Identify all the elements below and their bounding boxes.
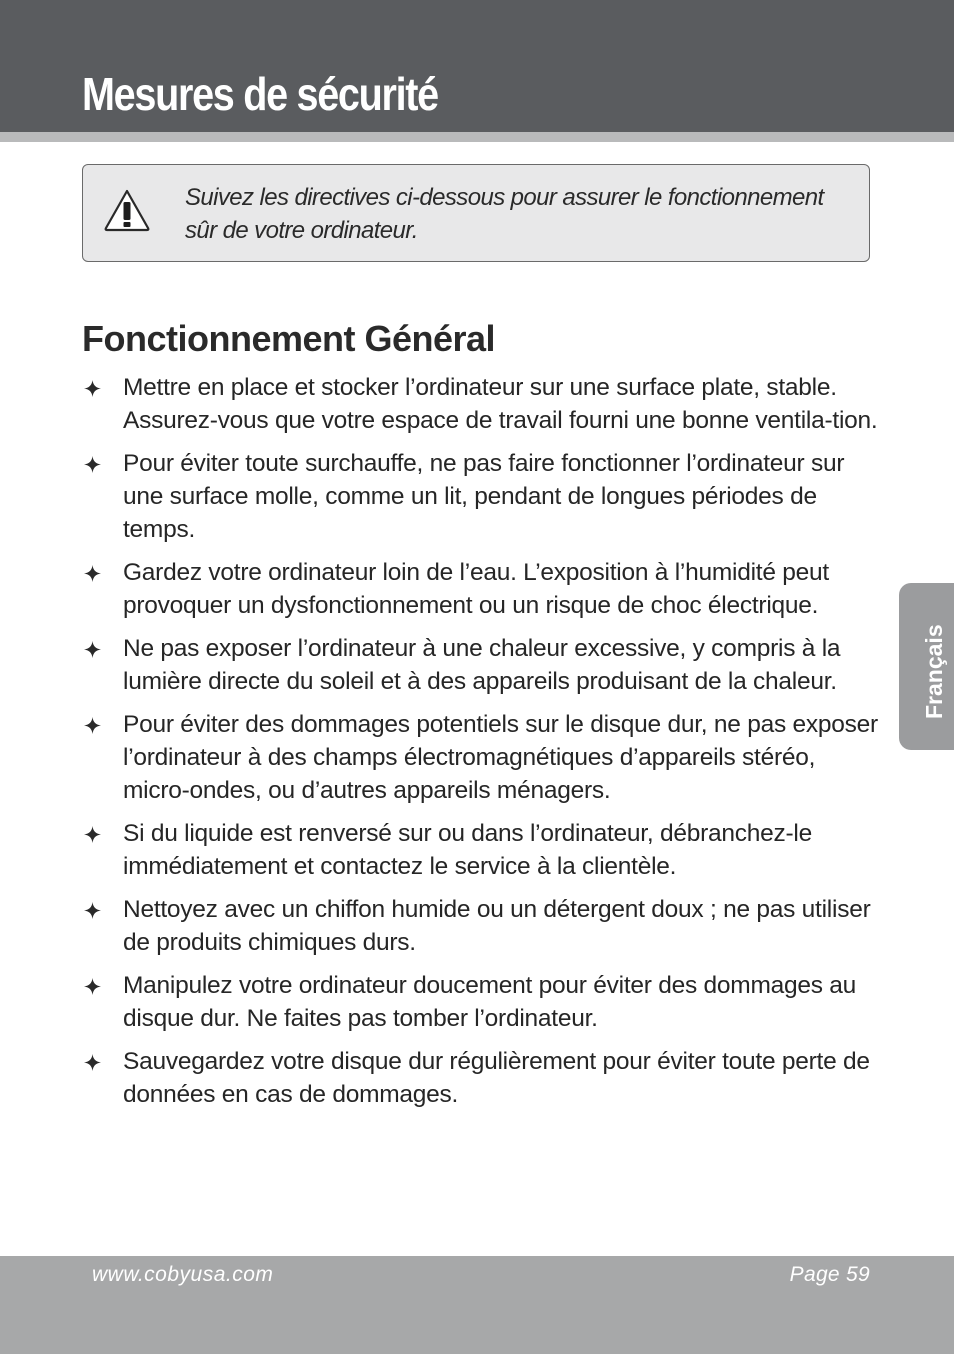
list-item-text: Manipulez votre ordinateur doucement pour éviter des dommages au disque dur. Ne faites pas tomber l’ordinateur.: [123, 972, 857, 1032]
header-divider: [0, 132, 954, 142]
list-item-text: Pour éviter des dommages potentiels sur le disque dur, ne pas exposer l’ordinateur à des champs électromagnétiques d’appareils stéréo, micro-ondes, ou d’autres appareils ménagers.: [123, 711, 878, 804]
list-item-text: Nettoyez avec un chiffon humide ou un détergent doux ; ne pas utiliser de produits chimiques durs.: [123, 896, 871, 956]
warning-triangle-icon: [103, 187, 151, 233]
list-item: [82, 817, 882, 883]
safety-guideline-list: [82, 371, 882, 1121]
page-footer: [0, 1256, 954, 1354]
list-item-text: Pour éviter toute surchauffe, ne pas faire fonctionner l’ordinateur sur une surface molle, comme un lit, pendant de longues périodes de temps.: [123, 450, 845, 543]
four-point-star-icon: [84, 902, 101, 919]
section-title: Fonctionnement Général: [82, 318, 496, 359]
page-title: Mesures de sécurité: [82, 68, 438, 120]
language-tab[interactable]: [899, 583, 954, 750]
list-item-text: Sauvegardez votre disque dur régulièrement pour éviter toute perte de données en cas de dommages.: [123, 1048, 870, 1108]
list-item: [82, 893, 882, 959]
page-header: [0, 0, 954, 132]
four-point-star-icon: [84, 978, 101, 995]
four-point-star-icon: [84, 641, 101, 658]
list-item-text: Si du liquide est renversé sur ou dans l’ordinateur, débranchez-le immédiatement et contactez le service à la clientèle.: [123, 820, 812, 880]
four-point-star-icon: [84, 380, 101, 397]
four-point-star-icon: [84, 826, 101, 843]
four-point-star-icon: [84, 1054, 101, 1071]
safety-notice-box: [82, 164, 870, 262]
list-item: [82, 708, 882, 807]
page-number: Page 59: [789, 1263, 870, 1286]
four-point-star-icon: [84, 717, 101, 734]
list-item-text: Gardez votre ordinateur loin de l’eau. L’exposition à l’humidité peut provoquer un dysfonctionnement ou un risque de choc électrique.: [123, 559, 829, 619]
list-item-text: Ne pas exposer l’ordinateur à une chaleur excessive, y compris à la lumière directe du soleil et à des appareils produisant de la chaleur.: [123, 635, 841, 695]
list-item: [82, 371, 882, 437]
language-tab-label: Français: [921, 624, 947, 719]
footer-website: www.cobyusa.com: [92, 1263, 274, 1286]
list-item: [82, 556, 882, 622]
four-point-star-icon: [84, 456, 101, 473]
list-item: [82, 447, 882, 546]
list-item: [82, 969, 882, 1035]
four-point-star-icon: [84, 565, 101, 582]
safety-notice-text: Suivez les directives ci-dessous pour assurer le fonctionnement sûr de votre ordinateur.: [185, 184, 824, 244]
list-item: [82, 632, 882, 698]
list-item-text: Mettre en place et stocker l’ordinateur sur une surface plate, stable. Assurez-vous que votre espace de travail fourni une bonne ventila-tion.: [123, 374, 878, 434]
list-item: [82, 1045, 882, 1111]
